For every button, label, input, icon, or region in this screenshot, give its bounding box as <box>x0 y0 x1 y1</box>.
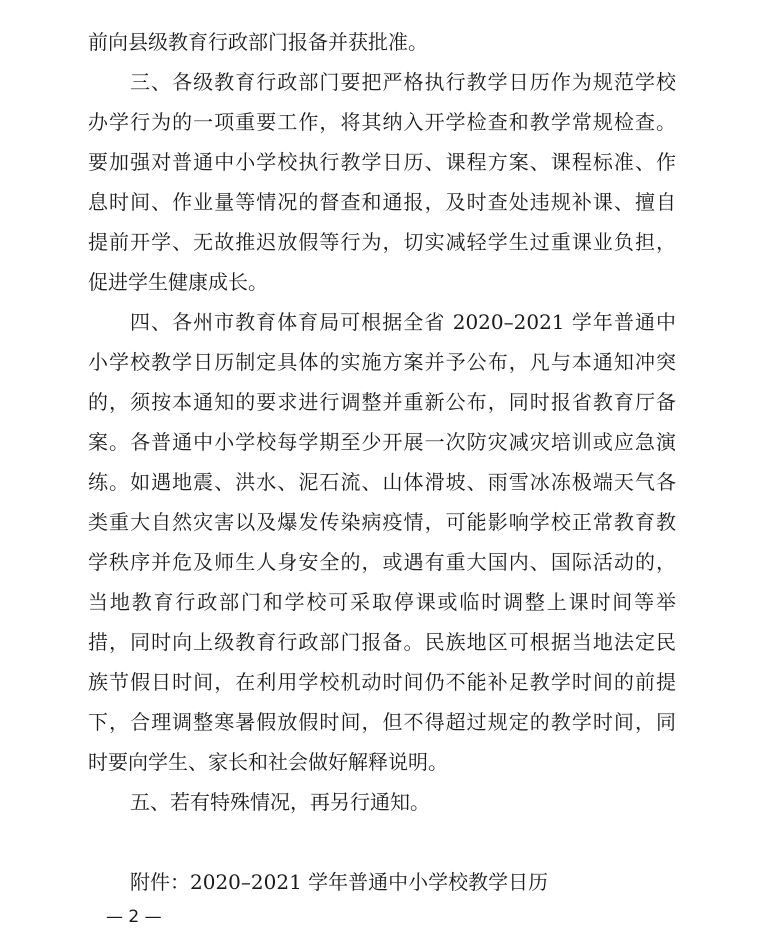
document-body <box>88 22 676 902</box>
paragraph-continuation <box>88 22 676 62</box>
page-number: — 2 — <box>106 907 162 927</box>
text-line: 时要向学生、家长和社会做好解释说明。 <box>88 750 448 774</box>
text-line: 的，须按本通知的要求进行调整并重新公布，同时报省教育厅备 <box>88 390 676 414</box>
text-line: 办学行为的一项重要工作，将其纳入开学检查和教学常规检查。 <box>88 110 676 134</box>
text-line: 息时间、作业量等情况的督查和通报，及时查处违规补课、擅自 <box>88 190 676 214</box>
text-line: 学秩序并危及师生人身安全的，或遇有重大国内、国际活动的， <box>88 550 676 574</box>
paragraph-item-4 <box>88 302 676 782</box>
attachment-line: 附件：2020–2021 学年普通中小学校教学日历 <box>130 870 549 894</box>
text-line: 三、各级教育行政部门要把严格执行教学日历作为规范学校 <box>130 70 676 94</box>
text-line: 前向县级教育行政部门报备并获批准。 <box>88 30 428 54</box>
text-line: 四、各州市教育体育局可根据全省 2020–2021 学年普通中 <box>130 310 676 334</box>
text-line: 练。如遇地震、洪水、泥石流、山体滑坡、雨雪冰冻极端天气各 <box>88 470 676 494</box>
text-line: 下，合理调整寒暑假放假时间，但不得超过规定的教学时间，同 <box>88 710 676 734</box>
paragraph-item-3 <box>88 62 676 302</box>
paragraph-item-5 <box>88 782 676 822</box>
text-line: 五、若有特殊情况，再另行通知。 <box>130 790 430 814</box>
text-line: 当地教育行政部门和学校可采取停课或临时调整上课时间等举 <box>88 590 676 614</box>
text-line: 要加强对普通中小学校执行教学日历、课程方案、课程标准、作 <box>88 150 676 174</box>
text-line: 提前开学、无故推迟放假等行为，切实减轻学生过重课业负担， <box>88 230 676 254</box>
text-line: 案。各普通中小学校每学期至少开展一次防灾减灾培训或应急演 <box>88 430 676 454</box>
text-line: 类重大自然灾害以及爆发传染病疫情，可能影响学校正常教育教 <box>88 510 676 534</box>
blank-line <box>88 822 676 862</box>
text-line: 族节假日时间，在利用学校机动时间仍不能补足教学时间的前提 <box>88 670 676 694</box>
text-line: 促进学生健康成长。 <box>88 270 268 294</box>
text-line: 小学校教学日历制定具体的实施方案并予公布，凡与本通知冲突 <box>88 350 676 374</box>
text-line: 措，同时向上级教育行政部门报备。民族地区可根据当地法定民 <box>88 630 676 654</box>
